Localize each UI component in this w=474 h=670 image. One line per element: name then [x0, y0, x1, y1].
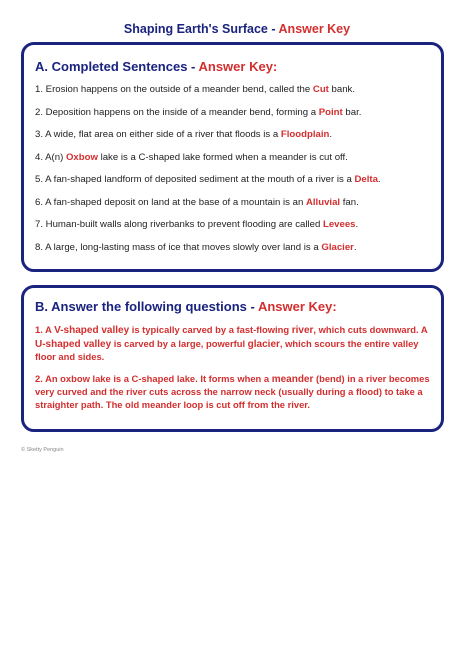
- page-title-answer-key: Answer Key: [278, 22, 351, 36]
- sentence-text: bar.: [342, 106, 362, 118]
- sentence-text: 2. Deposition happens on the inside of a meander bend, forming a: [35, 106, 319, 118]
- answer-emphasis: glacier: [247, 338, 280, 350]
- answer-emphasis: river: [291, 325, 314, 336]
- completed-sentences-box: [21, 42, 444, 272]
- sentence-item: [35, 129, 433, 141]
- sentence-answer: Glacier: [321, 241, 354, 253]
- answer-emphasis: meander: [271, 373, 314, 385]
- sentence-text: 6. A fan-shaped deposit on land at the base of a mountain is an: [35, 196, 306, 208]
- sentence-item: [35, 242, 433, 254]
- sentence-answer: Point: [318, 106, 343, 118]
- answer-text: , which scours the entire valley floor and sides.: [35, 337, 419, 362]
- answer-text: (bend) in a river becomes very curved and the river cuts across the narrow neck (usually during a flood) to take a straighter path. The old meander loop is cut off from the river.: [35, 372, 430, 410]
- answer-text: 1. A: [35, 324, 55, 335]
- sentence-text: lake is a C-shaped lake formed when a meander is cut off.: [97, 151, 348, 163]
- sentence-list: [35, 84, 433, 264]
- answer-emphasis: U-shaped valley: [35, 338, 112, 350]
- sentence-item: [35, 219, 433, 231]
- sentence-answer: Levees: [322, 219, 356, 230]
- section-a-heading-key: Answer Key:: [198, 59, 278, 74]
- sentence-item: [35, 197, 433, 209]
- sentence-text: 8. A large, long-lasting mass of ice that moves slowly over land is a: [35, 241, 322, 253]
- sentence-answer: Alluvial: [305, 196, 341, 208]
- page-title-main: Shaping Earth's Surface -: [123, 22, 279, 36]
- section-b-heading-key: Answer Key:: [257, 299, 337, 314]
- sentence-text: .: [377, 174, 381, 185]
- copyright-notice: © Sketty Penguin: [21, 447, 64, 453]
- sentence-answer: Oxbow: [65, 151, 98, 163]
- questions-box: [21, 285, 444, 432]
- sentence-text: 4. A(n): [35, 151, 66, 163]
- sentence-text: .: [353, 241, 357, 253]
- section-a-heading-text: A. Completed Sentences -: [35, 59, 199, 74]
- answer-text: is carved by a large, powerful: [111, 337, 248, 349]
- page-title: [0, 22, 474, 37]
- sentence-text: bank.: [328, 84, 356, 95]
- sentence-item: [35, 152, 433, 164]
- sentence-text: .: [329, 129, 333, 140]
- sentence-answer: Cut: [312, 84, 329, 95]
- sentence-item: [35, 84, 433, 96]
- answer-item-valleys: [35, 324, 431, 364]
- sentence-text: fan.: [340, 196, 359, 208]
- sentence-text: 1. Erosion happens on the outside of a meander bend, called the: [35, 84, 313, 95]
- sentence-answer: Floodplain: [280, 129, 330, 140]
- section-b-heading: [35, 299, 337, 315]
- section-b-heading-text: B. Answer the following questions -: [35, 299, 258, 314]
- sentence-item: [35, 107, 433, 119]
- sentence-text: 7. Human-built walls along riverbanks to prevent flooding are called: [35, 219, 323, 230]
- sentence-text: 5. A fan-shaped landform of deposited sediment at the mouth of a river is a: [35, 174, 355, 185]
- sentence-text: .: [355, 219, 359, 230]
- answer-emphasis: V-shaped valley: [54, 325, 130, 336]
- sentence-text: 3. A wide, flat area on either side of a river that floods is a: [35, 129, 281, 140]
- sentence-answer: Delta: [354, 174, 378, 185]
- answer-text: , which cuts downward. A: [313, 324, 428, 335]
- answer-item-oxbow: [35, 373, 431, 412]
- answer-text: is typically carved by a fast-flowing: [129, 324, 292, 335]
- section-a-heading: [35, 59, 277, 75]
- sentence-item: [35, 174, 433, 186]
- answer-list: [35, 324, 431, 420]
- answer-text: 2. An oxbow lake is a C-shaped lake. It forms when a: [35, 372, 272, 384]
